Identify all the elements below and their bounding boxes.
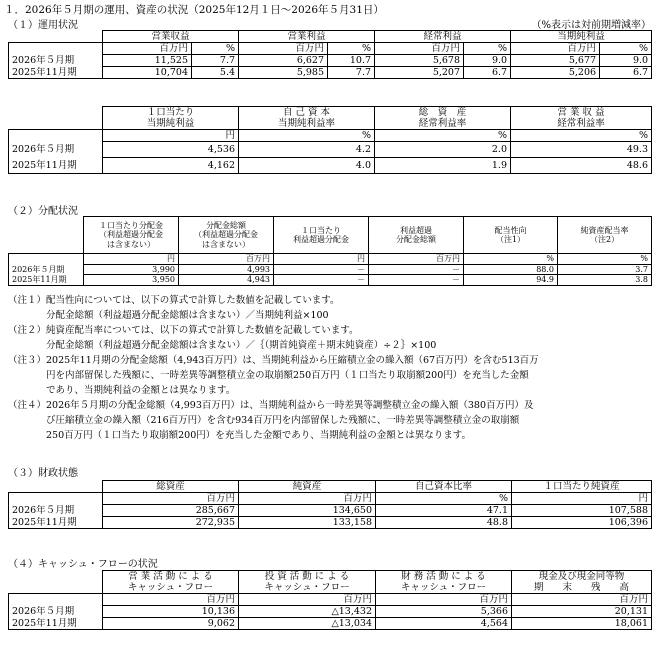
cell: 1.9 [375,158,511,174]
cell: 5.4 [192,67,239,79]
cell: 133,158 [239,517,376,529]
cell: 6.7 [464,67,511,79]
cell: 3.7 [558,264,652,275]
cell: 9.0 [464,55,511,67]
cell: 4,536 [103,142,239,158]
distribution-notes [8,293,539,443]
note-line: （注１）配当性向については、以下の算式で計算した数値を記載しています。 [8,295,340,306]
col-header: １口当たり純資産 [512,481,652,493]
cell: 285,667 [103,505,239,517]
row-label: 2025年11月期 [9,158,103,174]
col-header: 利益超過 分配金総額 [369,217,464,254]
cell: － [274,275,369,286]
cell: 5,207 [375,67,464,79]
col-header: 営 業 収 益 経常利益率 [511,107,652,130]
unit-label: % [464,43,511,55]
cell: 88.0 [464,264,558,275]
unit-label: 百万円 [239,43,328,55]
col-header: 自 己 資 本 当期純利益率 [239,107,375,130]
row-label: 2025年11月期 [9,618,103,630]
unit-label: 百万円 [511,43,600,55]
cell: 10,136 [103,606,239,618]
table-row [9,158,652,174]
table-row [9,142,652,158]
unit-label: 百万円 [179,254,274,265]
unit-label: 百万円 [103,43,192,55]
row-label: 2026年５月期 [9,505,103,517]
cell: 6,627 [239,55,328,67]
col-header: １口当たり 利益超過分配金 [274,217,369,254]
table-row [9,606,652,618]
unit-label: 百万円 [376,594,512,606]
cell: △13,034 [239,618,376,630]
note-line: （注３）2025年11月期の分配金総額（4,943百万円）は、当期純利益から圧縮積立金の繰入額（67百万円）を含む513百万 [8,355,539,366]
unit-label: 円 [274,254,369,265]
row-label: 2026年５月期 [9,142,103,158]
col-header: 純資産配当率 （注2） [558,217,652,254]
operations-table [8,30,652,79]
note-line: 250百万円（１口当たり取崩額200円）を充当した金額であり、当期純利益の金額とは異なります。 [8,430,472,441]
col-header: 純資産 [239,481,376,493]
cell: 7.7 [192,55,239,67]
row-label: 2026年５月期 [9,264,84,275]
section-heading-cash-flows: （４）キャッシュ・フローの状況 [8,559,158,570]
row-label: 2026年５月期 [9,55,103,67]
cell: － [274,264,369,275]
unit-label: 百万円 [103,594,239,606]
unit-label: % [558,254,652,265]
note-line: 円を内部留保した残額に、一時差異等調整積立金の取崩額250百万円（１口当たり取崩額200円）を充当した金額 [8,370,529,381]
unit-label: 百万円 [103,493,239,505]
cell: 11,525 [103,55,192,67]
note-line: 分配金総額（利益超過分配金総額は含まない）／｛（期首純資産＋期末純資産）÷２｝×100 [8,340,437,351]
cell: 5,677 [511,55,600,67]
note-line: （注２）純資産配当率については、以下の算式で計算した数値を記載しています。 [8,325,359,336]
cell: 134,650 [239,505,376,517]
col-header: 当期純利益 [511,31,652,43]
table-row [9,618,652,630]
cell: － [369,264,464,275]
note-line: であり、当期純利益の金額とは異なります。 [8,385,236,396]
unit-label: 百万円 [375,43,464,55]
page-title: １．2026年５月期の運用、資産の状況（2025年12月１日～2026年５月31日） [4,4,384,16]
unit-label: 円 [103,130,239,142]
cell: 4,993 [179,264,274,275]
cell: 9.0 [600,55,652,67]
unit-label: % [328,43,375,55]
unit-label: % [464,254,558,265]
cell: 5,678 [375,55,464,67]
cell: － [369,275,464,286]
col-header: 分配金総額 （利益超過分配金 は含まない） [179,217,274,254]
cell: 6.7 [600,67,652,79]
table-row [9,275,652,286]
unit-label: 円 [512,493,652,505]
cell: 4,162 [103,158,239,174]
col-header: １口当たり 当期純利益 [103,107,239,130]
cell: 48.8 [376,517,512,529]
col-header: 総資産 [103,481,239,493]
unit-label: % [600,43,652,55]
unit-label: % [192,43,239,55]
section-heading-distributions: （２）分配状況 [8,206,78,217]
cell: 47.1 [376,505,512,517]
cell: 4.2 [239,142,375,158]
cell: 20,131 [512,606,652,618]
col-header: １口当たり分配金 （利益超過分配金 は含まない） [84,217,179,254]
section-heading-financial-position: （３）財政状態 [8,468,78,479]
col-header: 営業利益 [239,31,375,43]
financial-position-table [8,480,652,529]
cell: 2.0 [375,142,511,158]
cell: 3,990 [84,264,179,275]
cell: 10,704 [103,67,192,79]
cell: 5,366 [376,606,512,618]
table-row [9,67,652,79]
unit-label: % [239,130,375,142]
row-label: 2026年５月期 [9,606,103,618]
change-rate-note: （%表示は対前期増減率） [531,20,651,31]
table-row [9,264,652,275]
cell: 4,564 [376,618,512,630]
row-label: 2025年11月期 [9,517,103,529]
col-header: 財 務 活 動 に よ る キャッシュ・フロー [376,571,512,594]
col-header: 総 資 産 経常利益率 [375,107,511,130]
table-row [9,505,652,517]
cell: 5,206 [511,67,600,79]
unit-label: 百万円 [239,594,376,606]
col-header: 自己資本比率 [376,481,512,493]
col-header: 配当性向 （注1） [464,217,558,254]
cell: 107,588 [512,505,652,517]
note-line: 分配金総額（利益超過分配金総額は含まない）／当期純利益×100 [8,310,329,321]
cell: 18,061 [512,618,652,630]
cell: 272,935 [103,517,239,529]
cell: 94.9 [464,275,558,286]
cell: 49.3 [511,142,652,158]
unit-label: 百万円 [369,254,464,265]
unit-label: % [376,493,512,505]
col-header: 営業収益 [103,31,239,43]
cell: 106,396 [512,517,652,529]
col-header: 投 資 活 動 に よ る キャッシュ・フロー [239,571,376,594]
row-label: 2025年11月期 [9,67,103,79]
cell: 4,943 [179,275,274,286]
cell: 5,985 [239,67,328,79]
cell: 3.8 [558,275,652,286]
unit-label: 円 [84,254,179,265]
col-header: 現金及び現金同等物 期 末 残 高 [512,571,652,594]
table-row [9,55,652,67]
note-line: び圧縮積立金の繰入額（216百万円）を含む934百万円を内部留保した残額に、一時差異等調整積立金の取崩額 [8,415,520,426]
distribution-table [8,216,652,286]
profitability-table [8,106,652,174]
col-header: 営 業 活 動 に よ る キャッシュ・フロー [103,571,239,594]
unit-label: 百万円 [512,594,652,606]
cell: 9,062 [103,618,239,630]
unit-label: 百万円 [239,493,376,505]
note-line: （注４）2026年５月期の分配金総額（4,993百万円）は、当期純利益から一時差異等調整積立金の繰入額（380百万円）及 [8,400,534,411]
cell: 4.0 [239,158,375,174]
cell: 3,950 [84,275,179,286]
cell: 7.7 [328,67,375,79]
cell: 10.7 [328,55,375,67]
row-label: 2025年11月期 [9,275,84,286]
cell: △13,432 [239,606,376,618]
section-heading-operations: （１）運用状況 [8,20,78,31]
unit-label: % [511,130,652,142]
cash-flow-table [8,570,652,630]
table-row [9,517,652,529]
col-header: 経常利益 [375,31,511,43]
unit-label: % [375,130,511,142]
cell: 48.6 [511,158,652,174]
